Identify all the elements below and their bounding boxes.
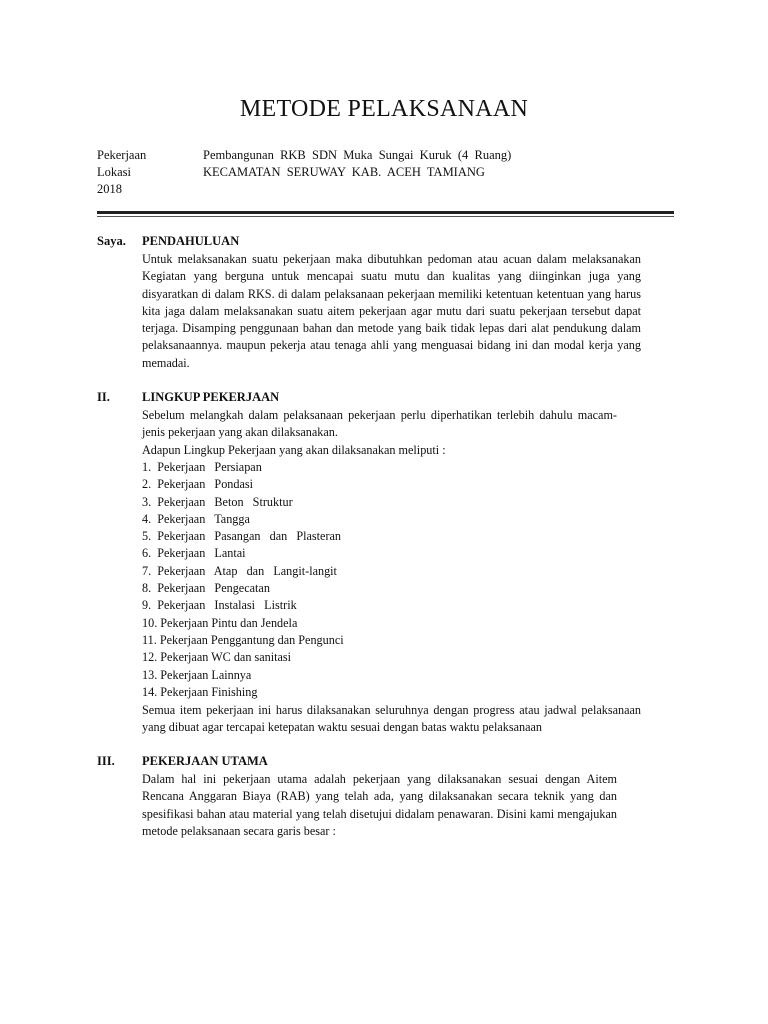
list-item: 5. Pekerjaan Pasangan dan Plasteran <box>142 529 342 544</box>
section-1-title: PENDAHULUAN <box>142 234 240 248</box>
section-1-number: Saya. <box>97 234 126 248</box>
list-item: 10. Pekerjaan Pintu dan Jendela <box>142 615 298 630</box>
list-item: 4. Pekerjaan Tangga <box>142 511 250 526</box>
header-label-year: 2018 <box>97 182 122 196</box>
section-2-intro-2: Adapun Lingkup Pekerjaan yang akan dilaksanakan meliputi : <box>142 443 446 457</box>
list-item: 7. Pekerjaan Atap dan Langit-langit <box>142 563 337 578</box>
scope-list <box>142 459 622 701</box>
list-item: 1. Pekerjaan Persiapan <box>142 460 262 474</box>
list-item: 13. Pekerjaan Lainnya <box>142 667 252 682</box>
section-2-number: II. <box>97 390 110 404</box>
list-item: 9. Pekerjaan Instalasi Listrik <box>142 598 297 613</box>
document-title: METODE PELAKSANAAN <box>239 96 529 122</box>
header-value-lokasi: KECAMATAN SERUWAY KAB. ACEH TAMIANG <box>203 165 485 179</box>
header-label-lokasi: Lokasi <box>97 165 132 179</box>
section-2-intro: Sebelum melangkah dalam pelaksanaan pekerjaan perlu diperhatikan terlebih dahulu macam-jenis pekerjaan yang akan dilaksanakan. <box>142 408 617 440</box>
section-1-paragraph: Untuk melaksanakan suatu pekerjaan maka dibutuhkan pedoman atau acuan dalam melaksanakan Kegiatan yang berguna untuk mencapai suatu mutu dan kualitas yang diinginkan juga yang disyaratkan di dalam RKS. di dalam pelaksanaan pekerjaan memiliki ketentuan ketentuan yang harus kita jaga dalam melaksanakan suatu aitem pekerjaan agar mutu dari suatu pekerjaan tersebut dapat terjaga. Disamping penggunaan bahan dan metode yang baik tidak lepas dari alat pendukung dalam pelaksanaannya. maupun pekerja atau tenaga ahli yang menguasai bidang ini dan modal kerja yang memadai. <box>142 252 641 370</box>
list-item: 3. Pekerjaan Beton Struktur <box>142 494 293 509</box>
section-3-number: III. <box>97 754 115 768</box>
list-item: 11. Pekerjaan Penggantung dan Pengunci <box>142 632 344 647</box>
header-label-pekerjaan: Pekerjaan <box>97 148 147 162</box>
list-item: 6. Pekerjaan Lantai <box>142 546 246 561</box>
list-item: 12. Pekerjaan WC dan sanitasi <box>142 650 292 665</box>
header-divider-thick <box>97 211 674 214</box>
section-3-title: PEKERJAAN UTAMA <box>142 754 268 768</box>
section-2-outro: Semua item pekerjaan ini harus dilaksanakan seluruhnya dengan progress atau jadwal pelaksanaan yang dibuat agar tercapai ketepatan waktu sesuai dengan batas waktu pelaksanaan <box>142 703 641 735</box>
list-item: 14. Pekerjaan Finishing <box>142 684 258 699</box>
header-divider-thin <box>97 216 674 217</box>
section-2-title: LINGKUP PEKERJAAN <box>142 390 280 404</box>
list-item: 8. Pekerjaan Pengecatan <box>142 581 270 596</box>
header-value-pekerjaan: Pembangunan RKB SDN Muka Sungai Kuruk (4 Ruang) <box>203 148 512 162</box>
section-3-paragraph: Dalam hal ini pekerjaan utama adalah pekerjaan yang dilaksanakan sesuai dengan Aitem Rencana Anggaran Biaya (RAB) yang telah ada, yang dilaksanakan secara teknik yang dan spesifikasi bahan atau material yang telah disetujui didalam penawaran. Disini kami mengajukan metode pelaksanaan secara garis besar : <box>142 772 617 838</box>
list-item: 2. Pekerjaan Pondasi <box>142 477 254 492</box>
